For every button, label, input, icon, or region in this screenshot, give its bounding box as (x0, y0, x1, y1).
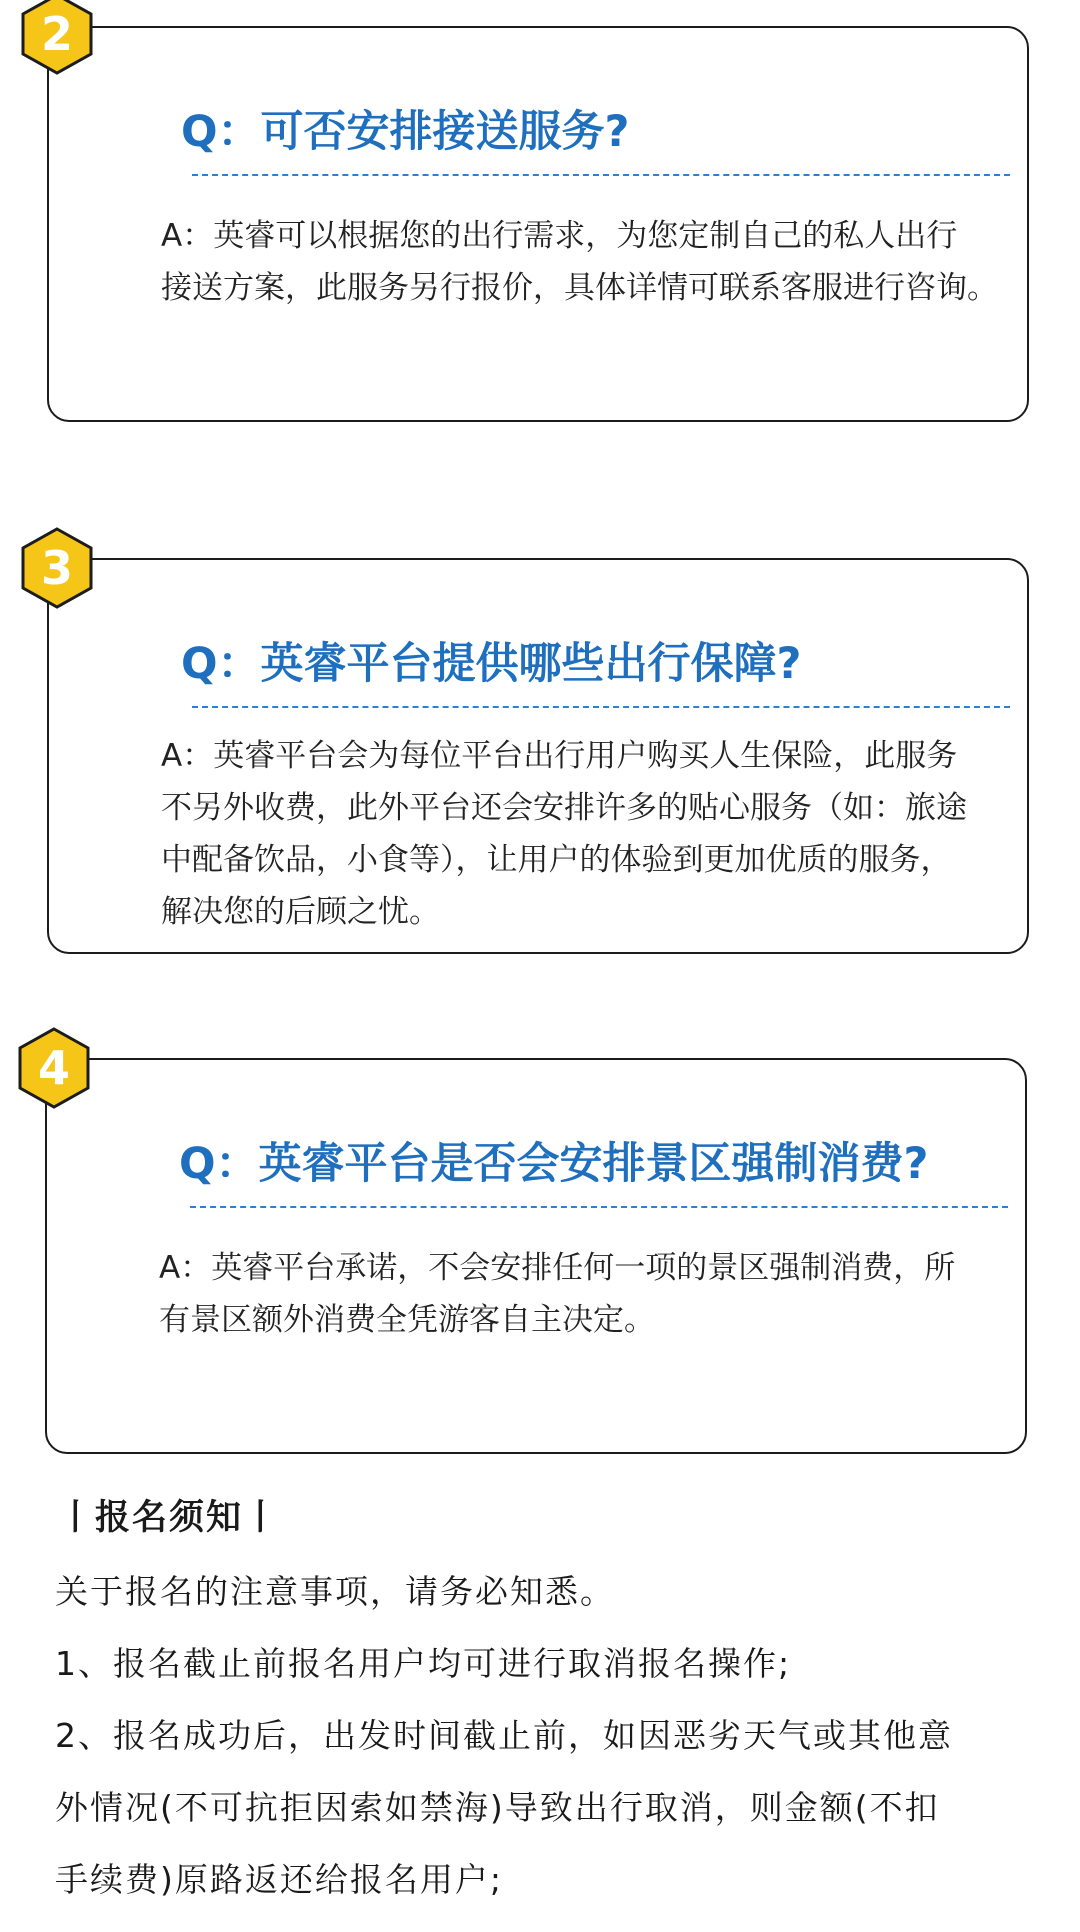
notice-line: 1、报名截止前报名用户均可进行取消报名操作; (55, 1644, 792, 1683)
notice-line: 外情况(不可抗拒因索如禁海)导致出行取消，则金额(不扣 (55, 1788, 940, 1827)
answer-line: A：英睿平台会为每位平台出行用户购买人生保险，此服务 (161, 738, 958, 774)
faq-card-3 (47, 558, 1029, 954)
faq-question: Q：英睿平台是否会安排景区强制消费? (179, 1139, 929, 1189)
notice-line: 2、报名成功后，出发时间截止前，如因恶劣天气或其他意 (55, 1716, 953, 1755)
answer-line: 有景区额外消费全凭游客自主决定。 (159, 1302, 655, 1338)
answer-line: A：英睿可以根据您的出行需求，为您定制自己的私人出行 (161, 218, 958, 254)
notice-line: 关于报名的注意事项，请务必知悉。 (55, 1572, 615, 1611)
badge-number: 2 (40, 7, 73, 61)
faq-card-2 (47, 26, 1029, 422)
number-badge-3 (20, 526, 94, 610)
notice-line: 手续费)原路返还给报名用户; (55, 1860, 503, 1899)
number-badge-4 (17, 1026, 91, 1110)
dashed-divider (192, 174, 1010, 176)
answer-line: A：英睿平台承诺，不会安排任何一项的景区强制消费，所 (159, 1250, 956, 1286)
answer-line: 中配备饮品，小食等），让用户的体验到更加优质的服务， (161, 842, 952, 878)
faq-answer (159, 1242, 1059, 1346)
notice-heading: 丨报名须知丨 (58, 1498, 281, 1538)
badge-number: 3 (40, 541, 73, 595)
answer-line: 不另外收费，此外平台还会安排许多的贴心服务（如：旅途 (161, 790, 967, 826)
dashed-divider (190, 1206, 1008, 1208)
badge-number: 4 (37, 1041, 70, 1095)
faq-card-4 (45, 1058, 1027, 1454)
faq-question: Q：英睿平台提供哪些出行保障? (181, 639, 802, 689)
faq-answer (161, 730, 1061, 938)
answer-line: 接送方案，此服务另行报价，具体详情可联系客服进行咨询。 (161, 270, 998, 306)
dashed-divider (192, 706, 1010, 708)
faq-answer (161, 210, 1061, 314)
answer-line: 解决您的后顾之忧。 (161, 894, 440, 930)
faq-question: Q：可否安排接送服务? (181, 107, 630, 157)
number-badge-2 (20, 0, 94, 76)
